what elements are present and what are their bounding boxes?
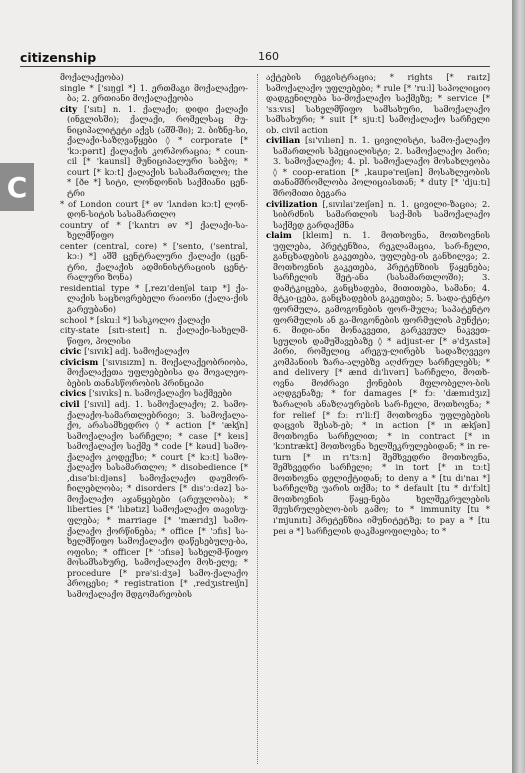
entry-definition: აქტების რეგისტრაცია; * rights [* raıtz] სამოქალაქო უფლებები; * rule [* 'ruːl] საპოლიციო დადგენილება სა-მოქალაქო საქმეზე; * service [* 'sɜːvıs] სახელმწიფო სამსახური, სამოქალაქო სამსახური; * suit [* sjuːt] სამოქალაქო სარჩელი ob. civil action (266, 72, 490, 135)
entry-definition: მოქალაქეობა) (60, 72, 124, 82)
entry-definition: center (central, core) * ['sento, ('sentral, kɔː) *] აშშ ცენტრალური ქალაქი (ცენ-ტრი, ქალაქის ადმინისტრაციის ცენტ-რალური ზონა) (60, 240, 248, 283)
entry-definition: ['sıtı] n. 1. ქალაქი; დიდი ქალაქი (ინგლისში); ქალაქი, რომელსაც მუ-ნიციპალიტეტი აქვს (აშშ-ში); 2. ბიზნე-სი, ქალაქი-საზღვაწყები ◊ * corporate [* 'kɔːpərıt] ქალაქის კორპორაცია; * coun-cil [* 'kaunsl] მუნიციპალური საბჭო; * court [* kɔːt] ქალაქის სასამართლო; the * [ðe *] სიტი, ლონდონის საქმიანი ცენ-ტრი (67, 103, 248, 199)
entry-headword: civics (60, 388, 87, 399)
left-column (60, 72, 248, 599)
entry-headword: claim (266, 230, 292, 241)
entry-definition: ['sıvık] adj. სამოქალაქო (81, 346, 190, 357)
entry-definition: [sı'vılıən] n. 1. ცივილისტი, სამო-ქალაქო სამართლის სპეციალისტი; 2. სამოქალაქო პირი; 3. სამოქალაქო; 4. pl. სამოქალაქო მოსახლეობა ◊ * coop-eration [* ,kaupə'reıʃən] მოსახლეობის თანამშრომლობა პოლიციასთან; * duty [* 'djuːtı] შრომითი ბეგარა (273, 135, 490, 199)
entry-headword: city (60, 103, 78, 114)
column-divider (257, 74, 258, 764)
page-number: 160 (258, 50, 279, 63)
dictionary-entry (266, 230, 490, 536)
entry-headword: civilian (266, 135, 301, 146)
entry-definition: school * [skuːl *] სასკოლო ქალაქი (60, 314, 211, 325)
entry-definition: ['sıvıks] n. სამოქალაქო საქმეები (86, 388, 232, 399)
dictionary-entry (60, 104, 248, 199)
dictionary-entry (60, 283, 248, 315)
entry-headword: civil (60, 398, 80, 409)
dictionary-entry (60, 346, 248, 357)
header-guide-word: citizenship (20, 50, 97, 65)
dictionary-entry (60, 241, 248, 283)
dictionary-entry (266, 72, 490, 135)
entry-definition: residential type * [,rezı'denʃəl taıp *] ქა-ლაქის საცხოვრებელი რაიონი (ქალა-ქის გარეუბანი) (60, 282, 248, 315)
entry-definition: single * ['sıŋgl *] 1. ერთმაგი მოქალაქეო-ბა; 2. ერთიანი მოქალაქეობა (60, 82, 248, 104)
entry-headword: civic (60, 346, 82, 357)
entry-definition: * of London court [* əv 'lʌndən kɔːt] ლონ-დონ-სიტის სასამართლო (60, 198, 248, 220)
header-rule (20, 66, 490, 67)
letter-thumb-tab: C (0, 163, 34, 211)
entry-definition: country of * ['kʌntrı əv *] ქალაქი-სა-ხელმწიფო (60, 219, 248, 241)
entry-headword: civilization (266, 198, 318, 209)
right-column (266, 72, 490, 536)
dictionary-entry (266, 199, 490, 231)
page-edge-shadow (512, 0, 525, 773)
dictionary-entry (60, 388, 248, 399)
dictionary-entry (60, 315, 248, 326)
dictionary-entry (266, 135, 490, 198)
entry-definition: ['sıvıl] adj. 1. სამოქალაქო; 2. სამო-ქალაქო-სამართლებრივი; 3. სამოქალა-ქო, არასამხედრო ◊ * action [* 'ækʃn] სამოქალაქო სარჩელი; * case [* keıs] სამოქალაქო საქმე * code [* kəud] სამო-ქალაქო კოდექსი; * court [* kɔːt] სამო-ქალაქო სასამართლო; * disobedience [* ,dısə'biːdjəns] სამოქალაქო დაუმორ-ჩილებლობა; * disorders [* dıs'ɔːdəz] სა-მოქალაქო აჯანყებები (არეულობა); * liberties [* 'lıbətız] სამოქალაქო თავისუ-ფლება; * marriage [* 'mærıdʒ] სამო-ქალაქო ქორწინება; * office [* 'ɔfıs] სა-ხელმწიფო სამოქალაქო დაწესებულე-ბა, ოფისი; * officer [* 'ɔfısə] სახელმ-წიფო მოსამსახურე, სამოქალაქო მოხ-ელე; * procedure [* prə'siːdʒə] სამო-ქალაქო პროცესი; * registration [* ,redʒıstreıʃn] სამოქალაქო მდგომარეობის (67, 398, 248, 599)
entry-definition: [kleım] n. 1. მოთხოვნა, მოთხოვნის უფლება, პრეტენზია, რეკლამაცია, სარ-ჩელი, განცხადების გაკეთება, უფლებე-ის განხილვა; 2. მოთხოვნის გაკეთება, პრეტენზიის წაყენება; სარჩელის შეტ-ანა (სასამართლოში); 3. დამტკიცება, განცხადება, მითითება, სამანი; 4. მტკი-ცება, განცხადების გაკეთება; 5. სადა-ტენტო ფორმულა, გამოგონების ფორ-მულა; საპატენტო ფორმულის ან გა-მოგონების ფორმულის პუნქტი; 6. მიდი-ანი მონაკვეთი, გარკვეულ ნაკვეთ-სეულის დამუშავებაზე ◊ * adjust-er [* ə'dʒʌstə] პირი, რომელიც არეგუ-ლირებს სადაზღვევო კომპანიის ზარა-ალებზე აღძრულ სარჩელებს; * and delivery [* ænd dı'lıvərı] სარჩელი, მოთხ-ოვნა მოძრავი ქონების მფლობელო-ბის აღდგენაზე; * for damages [* fɔː 'dæmıdʒız] ზარალის ანაზღაურების სარ-ჩელი, მოთხოვნა; * for relief [* fɔː rı'liːf] მოთხოვნა უფლებების დაცვის შესახ-ებ; * in action [* ın ækʃən] მოთხოვნა სარჩელით; * in contract [* ın 'kɔntrækt] მოთხოვნა ხელშეკრულებიდან; * in re-turn [* ın rı'tɜːn] შემხვედრი მოთხოვნა, შემხვედრი სარჩელი; * in tort [* ın tɔːt] მოთხოვნა დელიქტიდან; to deny a * [tu dı'naı *] სარჩელზე უარის თქმა; to * default [tu * dı'fɔlt] მოთხოვნის წაყე-ნება ხელშეკრულების შეუსრულებლო-ბის გამო; to * immunity [tu * ı'mjunıtı] პრეტენზია იმუნიტეტზე; to pay a * [tu peı ə *] სარჩელის დაკმაყოფილება; to * (273, 230, 490, 536)
dictionary-entry (60, 72, 248, 83)
entry-definition: ['sıvısızm] n. მოქალაქეობრიობა, მოქალაქეთა უფლებებისა და მოვალეო-ბების თანასწორობის პრინციპი (67, 356, 248, 388)
entry-definition: city-state [sıtı-steıt] n. ქალაქი-სახელმ-წიფო, პოლისი (60, 325, 248, 346)
entry-headword: civicism (60, 356, 99, 367)
dictionary-entry (60, 83, 248, 104)
dictionary-entry (60, 399, 248, 599)
dictionary-entry (60, 357, 248, 389)
dictionary-entry (60, 220, 248, 241)
entry-definition: [,sıvılaı'zeıʃən] n. 1. ცივილი-ზაცია; 2. სიბრძნის სამართლის საქ-მის სამოქალაქო საქმედ გარდაქმნა (273, 198, 490, 230)
dictionary-entry (60, 325, 248, 346)
dictionary-entry (60, 199, 248, 220)
